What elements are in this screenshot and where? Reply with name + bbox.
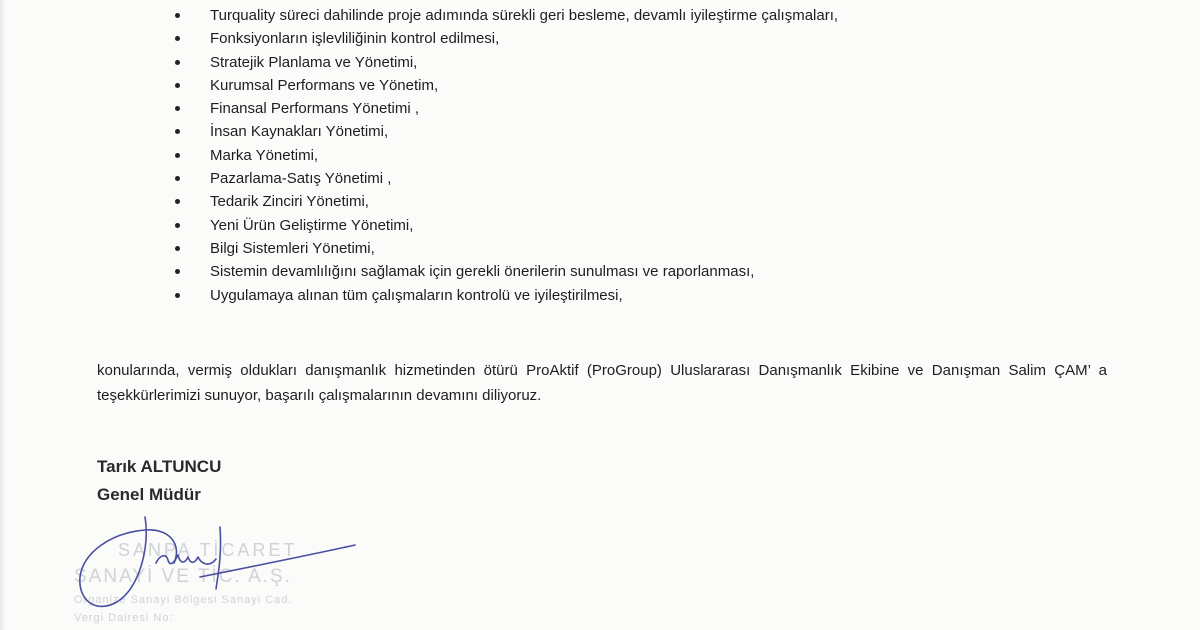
stamp-line-4: Vergi Dairesi No: [74, 612, 174, 624]
list-item-text: Kurumsal Performans ve Yönetim, [210, 76, 439, 94]
bullet-dot-icon [175, 106, 180, 111]
service-topics-list [172, 4, 838, 307]
list-item-text: İnsan Kaynakları Yönetimi, [210, 123, 389, 141]
bullet-dot-icon [175, 13, 180, 18]
list-item-text: Pazarlama-Satış Yönetimi , [210, 170, 392, 188]
closing-paragraph: konularında, vermiş oldukları danışmanlık hizmetinden ötürü ProAktif (ProGroup) Uluslararası Danışmanlık Ekibine ve Danışman Salim ÇAM’ a teşekkürlerimizi sunuyor, başarılı çalışmalarının devamını diliyoruz. [97, 362, 1107, 404]
bullet-dot-icon [175, 269, 180, 274]
bullet-dot-icon [175, 176, 180, 181]
list-item-text: Finansal Performans Yönetimi , [210, 100, 419, 118]
list-item-text: Fonksiyonların işlevliliğinin kontrol edilmesi, [210, 30, 500, 48]
bullet-dot-icon [175, 153, 180, 158]
bullet-dot-icon [175, 293, 180, 298]
bullet-dot-icon [175, 60, 180, 65]
list-item [172, 167, 838, 190]
stamp-line-1: SANPA TİCARET [118, 540, 298, 560]
bullet-dot-icon [175, 129, 180, 134]
bullet-dot-icon [175, 223, 180, 228]
stamp-line-2: SANAYİ VE TİC. A.Ş. [74, 566, 292, 587]
list-item [172, 97, 838, 120]
bullet-dot-icon [175, 246, 180, 251]
list-item-text: Sistemin devamlılığını sağlamak için gerekli önerilerin sunulması ve raporlanması, [210, 263, 755, 281]
list-item-text: Stratejik Planlama ve Yönetimi, [210, 53, 418, 71]
list-item-text: Marka Yönetimi, [210, 146, 319, 164]
list-item [172, 190, 838, 213]
list-item-text: Turquality süreci dahilinde proje adımında sürekli geri besleme, devamlı iyileştirme çalışmaları, [210, 7, 839, 24]
list-item [172, 214, 838, 237]
bullet-dot-icon [175, 83, 180, 88]
scan-edge-shadow [0, 0, 6, 630]
list-item [172, 284, 838, 307]
bullet-dot-icon [175, 199, 180, 204]
list-item-text: Bilgi Sistemleri Yönetimi, [210, 239, 375, 257]
signer-block [97, 453, 221, 509]
list-item [172, 27, 838, 50]
signer-name: Tarık ALTUNCU [97, 457, 222, 476]
signer-title: Genel Müdür [97, 485, 201, 504]
list-item [172, 144, 838, 167]
list-item [172, 237, 838, 260]
list-item [172, 51, 838, 74]
bullet-dot-icon [175, 36, 180, 41]
list-item [172, 120, 838, 143]
list-item [172, 74, 838, 97]
list-item [172, 4, 838, 27]
list-item-text: Tedarik Zinciri Yönetimi, [210, 193, 369, 211]
handwritten-signature [70, 505, 370, 615]
stamp-line-3: Organize Sanayi Bölgesi Sanayi Cad. [74, 594, 293, 606]
list-item-text: Uygulamaya alınan tüm çalışmaların kontrolü ve iyileştirilmesi, [210, 286, 623, 304]
list-item-text: Yeni Ürün Geliştirme Yönetimi, [210, 216, 414, 234]
list-item [172, 260, 838, 283]
